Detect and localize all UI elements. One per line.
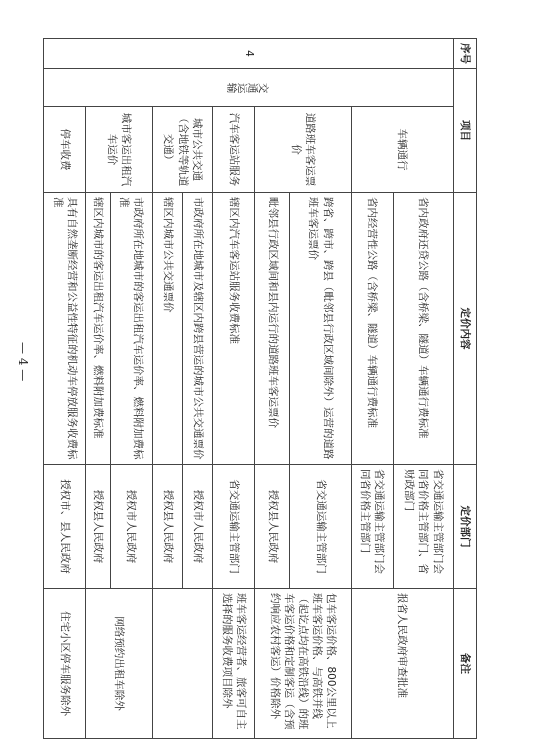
header-note: 备注 xyxy=(454,589,477,739)
content-cell: 辖区内城市公共交通票价 xyxy=(152,193,182,465)
dept-cell: 省交通运输主管部门 xyxy=(213,465,255,589)
content-cell: 省内政府还贷公路（含桥梁、隧道）车辆通行费标准 xyxy=(393,193,453,465)
page-number: — 4 — xyxy=(16,342,30,382)
dept-cell: 省交通运输主管部门 xyxy=(290,465,351,589)
sub-item-cell: 城市客运出租汽车运价 xyxy=(86,107,153,193)
header-content: 定价内容 xyxy=(454,193,477,465)
sub-item-cell: 停车收费 xyxy=(44,107,86,193)
sub-item-cell: 道路班车客运票价 xyxy=(255,107,351,193)
dept-cell: 授权县人民政府 xyxy=(152,465,182,589)
table-row xyxy=(44,39,86,739)
note-cell: 报省人民政府审查批准 xyxy=(351,589,453,739)
dept-cell: 授权市、县人民政府 xyxy=(44,465,86,589)
sub-item-cell: 城市公共交通（含地铁等轨道交通） xyxy=(152,107,212,193)
header-item: 项目 xyxy=(454,69,477,193)
table-row xyxy=(393,39,453,739)
header-seq: 序号 xyxy=(454,39,477,69)
dept-cell: 授权县人民政府 xyxy=(86,465,110,589)
content-cell: 市政府所在地城市及辖区内跨县营运的城市公共交通票价 xyxy=(183,193,213,465)
note-cell: 班车客运经营者、旅客可自主选择的服务收费项目除外 xyxy=(213,589,255,739)
content-cell: 辖区内汽车客运站服务收费标准 xyxy=(213,193,255,465)
content-cell: 毗邻县行政区域间和县内运行的道路班车客运票价 xyxy=(255,193,290,465)
table-row xyxy=(213,39,255,739)
table-row xyxy=(110,39,152,739)
dept-cell: 授权市人民政府 xyxy=(183,465,213,589)
table-header-row xyxy=(454,39,477,739)
note-cell: 住宅小区停车服务除外 xyxy=(44,589,86,739)
sub-item-cell: 车辆通行 xyxy=(351,107,453,193)
note-cell: 包车客运价格、800公里以上班车客运价格、与高铁并线（起讫点均在高铁沿线）的班车客运价格和定制客运（含预约响应农村客运）价格除外 xyxy=(255,589,351,739)
dept-cell: 省交通运输主管部门会同省价格主管部门、省财政部门 xyxy=(393,465,453,589)
header-dept: 定价部门 xyxy=(454,465,477,589)
content-cell: 跨省、跨市、跨县（毗邻县行政区域间除外）运营的道路班车客运票价 xyxy=(290,193,351,465)
pricing-table xyxy=(43,38,477,739)
table-row xyxy=(183,39,213,739)
sub-item-cell: 汽车客运站服务 xyxy=(213,107,255,193)
content-cell: 具有自然垄断经营和公益性特征的机动车停放服务收费标准 xyxy=(44,193,86,465)
note-cell: 网络预约出租车除外 xyxy=(86,589,153,739)
dept-cell: 省交通运输主管部门会同省价格主管部门 xyxy=(351,465,393,589)
content-cell: 省内经营性公路（含桥梁、隧道）车辆通行费标准 xyxy=(351,193,393,465)
note-cell xyxy=(152,589,212,739)
category-cell: 交通运输 xyxy=(44,69,454,107)
dept-cell: 授权市人民政府 xyxy=(110,465,152,589)
seq-cell: 4 xyxy=(44,39,454,69)
content-cell: 市政府所在地城市的客运出租汽车运价率、燃料附加费标准 xyxy=(110,193,152,465)
table-row xyxy=(290,39,351,739)
content-cell: 辖区内城市的客运出租汽车运价率、燃料附加费标准 xyxy=(86,193,110,465)
dept-cell: 授权县人民政府 xyxy=(255,465,290,589)
